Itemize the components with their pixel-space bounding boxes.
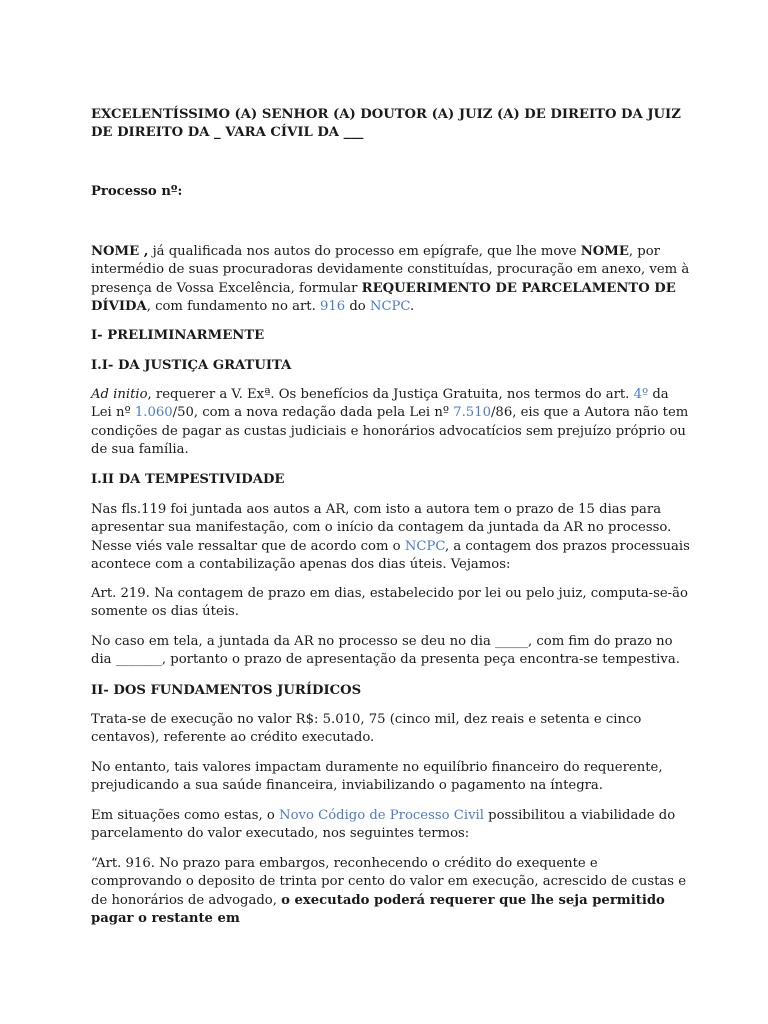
intro-text-2: , por intermédio de suas procuradoras devidamente constituídas, procuração em anexo, vem à presença de Vossa Excelência, formular [91, 244, 690, 296]
adinitio-text-1: , requerer a V. Exª. Os benefícios da Justiça Gratuita, nos termos do art. [147, 387, 634, 402]
art916-text-1: “Art. 916. No prazo para embargos, reconhecendo o crédito do exequente e comprovando o deposito de trinta por cento do valor em execução, acrescido de custas e de honorários de advogado, [91, 856, 687, 908]
article-916-link[interactable]: 916 [319, 299, 346, 315]
section-title-tempestividade: I.II DA TEMPESTIVIDADE [91, 472, 285, 487]
art-219-quote: Art. 219. Na contagem de prazo em dias, estabelecido por lei ou pelo juiz, computa-se-ão somente os dias úteis. [91, 586, 688, 620]
adinitio-text-3: /50, com a nova redação dada pela Lei nº [172, 405, 454, 421]
party-name-1: NOME , [91, 244, 149, 259]
situacoes-text-2: possibilitou a viabilidade do parcelamento do valor executado, nos seguintes termos: [91, 808, 676, 842]
fls-text-2: , a contagem dos prazos processuais acontece com a contabilização apenas dos dias úteis. Vejamos: [91, 538, 690, 573]
section-title-fundamentos: II- DOS FUNDAMENTOS JURÍDICOS [91, 683, 362, 698]
intro-paragraph [91, 243, 691, 317]
intro-text-4: do [345, 299, 370, 315]
ad-initio-lead: Ad initio [91, 387, 148, 402]
justica-gratuita-paragraph [91, 386, 691, 460]
request-title: REQUERIMENTO DE PARCELAMENTO DE DÍVIDA [91, 280, 676, 315]
situacoes-text-1: Em situações como estas, o [91, 808, 280, 823]
execution-value-paragraph: Trata-se de execução no valor R$: 5.010, 75 (cinco mil, dez reais e setenta e cinco centavos), referente ao crédito executado. [91, 712, 642, 746]
intro-text-3: , com fundamento no art. [146, 299, 320, 315]
cpc-link[interactable]: Novo Código de Processo Civil [279, 808, 484, 823]
lei-7510-link[interactable]: 7.510 [453, 405, 491, 421]
party-name-2: NOME [580, 244, 629, 259]
section-title-preliminarmente: I- PRELIMINARMENTE [91, 328, 265, 343]
article-4-link[interactable]: 4º [633, 387, 649, 402]
adinitio-text-4: /86, eis que a Autora não tem condições de pagar as custas judiciais e honorários advocatícios sem prejuízo próprio ou de sua família. [91, 405, 689, 458]
lei-1060-link[interactable]: 1.060 [134, 405, 173, 421]
court-address-heading: EXCELENTÍSSIMO (A) SENHOR (A) DOUTOR (A) JUIZ (A) DE DIREITO DA JUIZ DE DIREITO DA _ VARA CÍVIL DA ___ [91, 107, 681, 140]
intro-text-1: já qualificada nos autos do processo em epígrafe, que lhe move [148, 244, 581, 259]
art-916-quote [91, 855, 691, 929]
process-number-label: Processo nº: [91, 184, 183, 199]
tempestividade-paragraph [91, 501, 691, 575]
ncpc-link[interactable]: NCPC [369, 299, 411, 315]
section-title-justica-gratuita: I.I- DA JUSTIÇA GRATUITA [91, 358, 292, 373]
art916-bold-text: o executado poderá requerer que lhe seja permitido pagar o restante em [91, 892, 665, 927]
caso-paragraph: No caso em tela, a juntada da AR no processo se deu no dia _____, com fim do prazo no dia _______, portanto o prazo de apresentação da presenta peça encontra-se tempestiva. [91, 634, 680, 668]
situacoes-paragraph [91, 807, 691, 844]
intro-text-5: . [410, 299, 415, 315]
ncpc-link-2[interactable]: NCPC [404, 538, 445, 554]
fls-text-1: Nas fls.119 foi juntada aos autos a AR, com isto a autora tem o prazo de 15 dias para apresentar sua manifestação, com o início da contagem da juntada da AR no processo. Nesse viés vale ressaltar que de acordo com o [91, 502, 672, 554]
adinitio-text-2: da Lei nº [91, 387, 669, 421]
financial-impact-paragraph: No entanto, tais valores impactam duramente no equilíbrio financeiro do requerente, prejudicando a sua saúde financeira, inviabilizando o pagamento na íntegra. [91, 760, 663, 794]
